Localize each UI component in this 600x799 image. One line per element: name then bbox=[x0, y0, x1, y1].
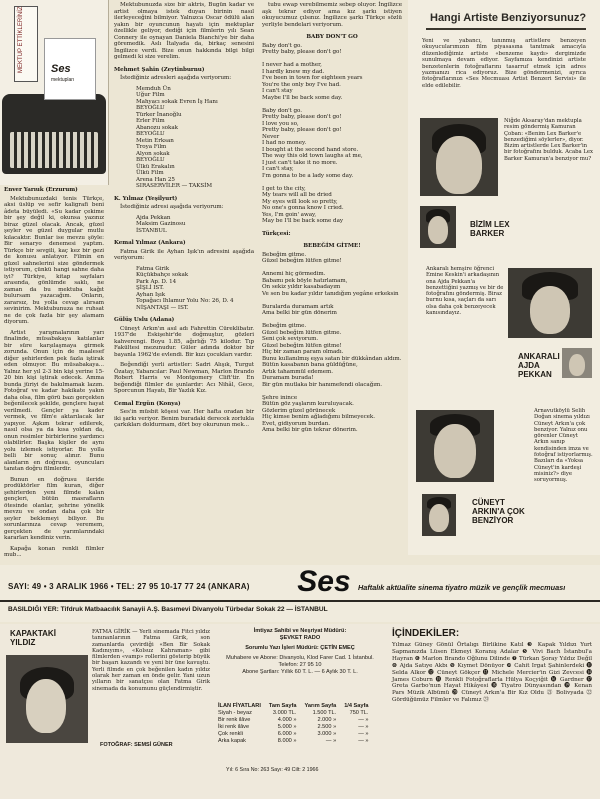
subscription-line: Abone Şartları: Yıllık 60 T. L. — 6 Aylık 30 T. L. bbox=[242, 669, 358, 675]
price-row bbox=[214, 709, 372, 716]
address-line: İSTANBUL bbox=[136, 227, 167, 234]
price-cell: — » bbox=[358, 730, 369, 737]
address-line: Troya Film bbox=[136, 144, 167, 150]
lyric-line: I can't stay, bbox=[262, 166, 294, 172]
address-line: Metin Erksan bbox=[136, 137, 174, 144]
price-cell: 5.000 » bbox=[277, 723, 297, 730]
lyric-line: On sekiz yıldır kasabadayım bbox=[262, 284, 341, 290]
letter-header: Mehmet Şahin (Zeytinburnu) bbox=[114, 66, 205, 73]
price-cell: 8.000 » bbox=[277, 737, 297, 744]
masthead-rule bbox=[0, 600, 600, 602]
letter-text: İstediğiniz adresleri aşağıda veriyorum: bbox=[120, 75, 232, 81]
paper-subtitle: mektupları bbox=[51, 77, 75, 83]
cover-star-photo bbox=[6, 655, 88, 743]
address-line: ŞİŞLİ IST. bbox=[136, 285, 164, 291]
cover-star-text: FATMA GİRİK — Yerli sinemada Fitci yıldız tanınanlarının Fatma Girik, son zamanlarda çevirdiği «Ben Bir Sokak Kadınıyım», «Kolsuz Kahraman» gibi filmlerden «vamp» rollerini gösterip büyük bir başarı kazandı ve yeni bir üne kavuştu. Yerli filmde en çok beğenilen kadın yıldız olarak her zaman en önde gelir. Yani uzun yılların bir sanatçısı olan Fatma Girik sinemada da konumunu güçlendirmiştir. bbox=[92, 629, 210, 692]
lyric-line: Bebeğim gitme. bbox=[262, 251, 307, 258]
lyric-line: Gözlerim güzel görünecek bbox=[262, 407, 336, 414]
lyric-line: Yes, I'm goin' away, bbox=[262, 211, 317, 218]
lyric-line: Artık tahammül edemem. bbox=[262, 368, 334, 375]
lyric-line: Seni çok seviyorum. bbox=[262, 336, 319, 342]
price-cell: Çok renkli bbox=[218, 730, 243, 737]
star-photo-2 bbox=[562, 348, 592, 378]
address-list-3 bbox=[114, 266, 254, 312]
address-line: Maksim Gazinosu bbox=[136, 221, 186, 227]
price-cell: — » bbox=[358, 737, 369, 744]
reader-photo-2 bbox=[508, 268, 592, 338]
address-line: Ülkü Erakalın bbox=[136, 163, 175, 170]
owner-label: İmtiyaz Sahibi ve Neşriyat Müdürü: bbox=[253, 628, 347, 634]
address-list-1 bbox=[114, 86, 254, 190]
lyric-line: Güzel bebeğim lütfen gitme! bbox=[262, 258, 342, 264]
price-row bbox=[214, 730, 372, 737]
lyric-line: Bir gün mutlaka bir hanımefendi olacağım. bbox=[262, 381, 382, 388]
price-cell: 6.000 » bbox=[277, 730, 297, 737]
price-cell: Siyah - beyaz bbox=[218, 709, 252, 716]
address-line: Ajda Pekkan bbox=[136, 214, 171, 221]
address-line: Topağacı Ihlamur Yolu No: 26, D. 4 bbox=[136, 298, 234, 304]
title-rule bbox=[426, 28, 586, 30]
price-cell: 2.500 » bbox=[317, 723, 337, 730]
price-header-cell: Yarım Sayfa bbox=[304, 702, 337, 709]
letter-header: Enver Yarıuk (Erzurum) bbox=[4, 187, 78, 193]
typewriter-paper bbox=[44, 38, 96, 100]
lyric-line: Annemi hiç görmedim. bbox=[262, 271, 326, 277]
ad-price-table bbox=[214, 702, 372, 744]
lyric-line: I bought at the second hand store. bbox=[262, 146, 359, 153]
lyric-line: I just can't take it no more. bbox=[262, 159, 338, 166]
lyric-line: Baby don't go. bbox=[262, 107, 303, 114]
plate-text: MEKTUP ETTİKLERİNİZ bbox=[18, 6, 24, 73]
lyric-line: Pretty baby, please don't go! bbox=[262, 114, 342, 120]
lyric-line: I can't stay bbox=[262, 88, 293, 94]
reader-photo-3 bbox=[416, 410, 494, 482]
typewriter-keys bbox=[10, 132, 98, 168]
lyric-line: The way this old town laughs at me, bbox=[262, 153, 363, 159]
column-3 bbox=[262, 2, 402, 434]
ses-logo: Ses bbox=[297, 565, 351, 598]
lookalike-name-2: ANKARALI AJDA PEKKAN bbox=[518, 352, 560, 379]
price-cell: İki renk ilâve bbox=[218, 723, 250, 730]
letter-text: Fatma Girik ile Ayhan Işık'ın adresini aşağıda veriyorum: bbox=[114, 248, 254, 261]
reader-text-1: Niğde Aksaray'dan mektupla resim göndermiş Kamuran Çoban: «Benim Lex Barker'e benzediğimi söylerler», diyor. Bizim artistlerde Lex Barker'in bir fotoğrafını bulduk. Acaba Lex Barker Kamuran'a benziyor mu? bbox=[504, 118, 593, 162]
song-lyrics bbox=[262, 43, 402, 225]
lyric-line: I've been in town for eighteen years bbox=[262, 75, 363, 81]
address-line: Uğur Film bbox=[136, 92, 165, 98]
lyric-line: Maybe I'll be back some day. bbox=[262, 94, 343, 101]
typewriter-illustration bbox=[0, 0, 109, 185]
lookalike-name-1: BİZİM LEX BARKER bbox=[470, 220, 510, 238]
photo-credit: FOTOĞRAF: SEMSİ GÜNER bbox=[100, 742, 173, 748]
lyric-line: Buralarda duramam artık bbox=[262, 303, 334, 310]
price-cell: Arka kapak bbox=[218, 737, 246, 744]
lyric-line: Güzel bebeğim lütfen gitme. bbox=[262, 329, 342, 336]
letter-header: Cemal Ergün (Konya) bbox=[114, 400, 181, 407]
price-cell: 750 TL. bbox=[349, 709, 369, 716]
address-line: Alyon sokak bbox=[136, 150, 170, 157]
reader-text-3: Arnavutköylü Selih Doğan sinema yıldızı Cüneyt Arkın'a çok benziyor. Yalnız onu görenler Cüneyt Arkın sanıp kendisinden imza ve fotoğraf istiyorlarmış. Bazıları da «Yoksa Cüneyt'in kardeşi misiniz?» diye soruyormuş. bbox=[534, 408, 593, 484]
address-line: Memduh Ün bbox=[136, 85, 171, 92]
lyric-line: Şehre inince bbox=[262, 394, 298, 401]
lyric-line: Babamı pek böyle hatırlamam, bbox=[262, 277, 348, 284]
address-line: Küçükbahçe sokak bbox=[136, 272, 189, 278]
toc-title: İÇİNDEKİLER: bbox=[392, 628, 460, 639]
price-cell: — » bbox=[358, 716, 369, 723]
letter-text: Cüneyt Arkın'ın asıl adı Fahrettin Cüreklibatır. 1937'de Eskişehir'de doğmuştur, gözleri kahverengi. Boyu 1.85, ağırlığı 75 kilodur. Tıp Fakültesi mezunudur. Güler adında doktor bir bayanla 1962'de evlendi. Bir kızı çocukları vardır. bbox=[114, 325, 254, 358]
address-line: Erler Film bbox=[136, 118, 165, 124]
lyric-line: Bebeğim gitme. bbox=[262, 323, 307, 329]
price-header-cell: 1/4 Sayfa bbox=[344, 702, 369, 709]
lyric-line: Bunu kullanılmış eşya satan bir dükkândan aldım. bbox=[262, 355, 402, 362]
reader-text-2: Ankaralı hemşire öğrenci Emine Keskin'i arkadaşının ona Ajda Pekkan'a benzettiğini yazmış ve bir de fotoğrafını göndermiş. Biraz burnu kısa, saçları da sarı olsa daha çok benzeyecek kanısındayız. bbox=[426, 266, 504, 317]
issue-info: SAYI: 49 • 3 ARALIK 1966 • TEL: 27 95 10-17 77 24 (ANKARA) bbox=[8, 582, 250, 591]
address-line: Ülkü Film bbox=[136, 170, 164, 176]
letter-body: Mektubunuzdaki tenis Türkçe, aksi üslüp ve sefir kaligrafi beni âdeta büyüledi. «Su kadar çekime bir şey değil ki, okunsa yazınız biraz güzel olacak. Ancak, güzel şeyler ve güzel duygular mutlu kılacaktır. Bunlar ise mevzu şöyle: Bir senaryo denemesi yaptım. Türkçe bir sevgili, kaç kez bir gezi de konusu anlatıyor. Filmin en güzel sahnelerini size göndermek istiyorum, çünkü hangi sahne daha iyi? Türkiye, kitap sayfaları arasında, gönlümde saklı, ne zaman da bu mektuba kağıt bulursam yazacağım. Onların, zararsız, bu yolla cevap alırsam sevinirim. Mektubunuza ne ruhsat ne de çok fazla bir şey alamam diyorum. bbox=[4, 195, 104, 325]
address-line: NİŞANTAŞI — IST. bbox=[136, 304, 189, 311]
mail-plate bbox=[14, 6, 38, 82]
address-line: BEYOĞLU bbox=[136, 157, 165, 163]
magazine-tagline: Haftalık aktüalite sinema tiyatro müzik ve gençlik mecmuası bbox=[358, 583, 566, 592]
price-cell: — » bbox=[325, 737, 337, 744]
lyric-line: Güzel bebeğim lütfen gitme! bbox=[262, 342, 342, 349]
volume-line: Yıl: 6 Sıra No: 263 Sayı: 49 Cilt: 2 1966 bbox=[226, 767, 319, 773]
price-row bbox=[214, 737, 372, 744]
price-header-cell: Tam Sayfa bbox=[268, 702, 297, 709]
table-of-contents bbox=[392, 628, 592, 704]
lyric-line: Evet, gidiyorum burdan. bbox=[262, 420, 330, 427]
price-cell: 3.000 » bbox=[317, 730, 337, 737]
translation-lyrics bbox=[262, 252, 402, 434]
feature-title: Hangi Artiste Benziyorsunuz? bbox=[430, 12, 587, 24]
lyric-line: Pretty baby, please don't go! bbox=[262, 49, 342, 55]
address-line: Türker İnanoğlu bbox=[136, 111, 182, 118]
toc-body: Yılmaz Güney Gönül Örtalıgı Birlikine Katıl ❸ Kapak Yıldızı Yurt Sapmanızda Lüsen Ekmeyi Koranış Adalar ❺ Vivi Bach İstanbul'a Hayran ❻ Marlon Brando Oğlunu Dilinde ❼ Türkan Şoray Yıldız Değil ❽ Ajda Satıye Akbı ❾ Kıymet Dönüyor ❿ Cahit Irgat Şahinlerdeki ⓫ Selda Alkor ⓬ Cüneyt Gökçer ⓭ Michele Mercier'in Gizi Zevcesi ⓮ James Coburn ⓯ Renkli Fotoğraflarla Hülya Koçyiğit ⓰ Gardner ⓱ Greta Garbo'nun Hayat Hikâyesi ⓲ Tiyatro Dünyasından ⓳ Kenan Pars Müzik Albümü ⓴ Cüneyt Arkın'a Bir Kız Oldu ㉑ Bolivyada ㉒ Gördüğümüz Filmler ve Falımız ㉓ bbox=[392, 642, 592, 704]
letter-text: Ses'in müsbit köşesi var. Her hafta oradan bir iki şarkı veriyor. Benim buradaki derecek zorlukla çarkıkları doldurmam, dört boy okurunun mek... bbox=[114, 409, 254, 428]
translation-title: BEBEĞİM GİTME! bbox=[303, 243, 361, 249]
address-list-2 bbox=[114, 215, 254, 235]
col2-intro: Mektubunuzda size bir aktris, Bugün kadar ve artist olmaya istek duyan birinin nasıl ilerleyeceğini bilmiyor. Yalnızca Oscar ödülü alan yakın bir oyuncunun hayatı için mektuplar özellikle geliyor, dediği için filmlerin yılı Sean Connery ile oynayan Daniela Bianchi'ye bir daha göremedik. Aslı İtalyada da, birkaç senesini İngilizce verdi. Bize onun hakkında bilgi bilgi gelmedi ki size verelim. bbox=[114, 2, 254, 60]
letter-text: Beğendiği yerli artistler: Sadri Alışık, Turgut Özatay, Yabancılar: Paul Newman, Marlon Brando Robert Harris ve Montgomery Clift'tir. En beğendiği filmler de şunlardır: Acı Nihâl, Gece, Sporcunun Hayatı, Bir Yazlık Kız. bbox=[114, 362, 254, 394]
lyric-line: My tears will all be dried bbox=[262, 192, 332, 198]
address-line: Park Ap. D. 14 bbox=[136, 278, 177, 285]
lyric-line: Baby don't go. bbox=[262, 42, 303, 49]
address-line: SIRASERVİLER — TAKSİM bbox=[136, 183, 212, 189]
lyric-line: Ve sen bu kadar yıldır tanıdığım yegâne erkeksin bbox=[262, 290, 399, 297]
lyric-line: I never had a mother, bbox=[262, 62, 322, 68]
address-line: Mahyacı sokak Evren İş Hanı bbox=[136, 98, 218, 105]
lyric-line: I'm gonna to be a lady some day. bbox=[262, 172, 354, 179]
letter-header: Kemal Yılmaz (Ankara) bbox=[114, 240, 186, 246]
address-line: Muhabere ve Abone: Divanyolu, Klod Farer Cad. 1 İstanbul. Telefon: 27 95 10 bbox=[226, 655, 374, 668]
lyric-line: I love you so, bbox=[262, 120, 299, 127]
price-cell: 3.000 TL. bbox=[272, 709, 297, 716]
lookalike-name-3: CÜNEYT ARKIN'A ÇOK BENZİYOR bbox=[472, 498, 525, 525]
imprint bbox=[220, 628, 380, 676]
letter-body-2: Artist yarışmalarının yarı finalinde, müsabakaya katılanlar bir süre karşılaşmaya girmek zorunda. Onun için de maalesef diğer şehirlerden pek fazla iştirak eden olmuyor. Bu müsabakaya... Yalnız her yıl 2-3 bin kişi yerine 15-20 bin kişi iştirak edecek. Amma bunda jüriyi de bakılmamak lazım. Fotoğraf ve kadar hakikate yakın daha olsa, film görü bazı gerçekten beğenilecek şekilde, gençlere hayat verilmedi. Gençler ya kader vermek, ve film'e aktarılacak lar yapıyor. Aşkım tekrar edilerek, nasıl olsa ya da kısa yoldan da, onun resimler birbirlerine yardımcı olabilirler. Başka kişiler de aynı yolu izlemek istiyorlar. Bu yolla belli bir sonuç alınır. Bunu alanların en doğrusu, oyuncuları tanıtan doğru filmlerdir. bbox=[4, 329, 104, 472]
lyric-line: I hardly knew my dad. bbox=[262, 68, 325, 75]
address-line: Fatma Girik bbox=[136, 265, 170, 272]
cover-star-title: KAPAKTAKİ YILDIZ bbox=[10, 629, 56, 647]
lyric-line: Ama belki bir gün tekrar dönerim. bbox=[262, 427, 358, 433]
editor-line: Sorumlu Yazı İşleri Müdürü: ÇETİN EMEÇ bbox=[245, 645, 355, 651]
letter-header: Gülüş Uslu (Adana) bbox=[114, 317, 175, 323]
star-photo-1 bbox=[420, 206, 456, 248]
price-cell: — » bbox=[358, 723, 369, 730]
letter-body-4: Kapağa konan renkli filmler mub... bbox=[4, 545, 104, 558]
address-line: Abanozu sokak bbox=[136, 124, 178, 131]
lyric-line: You're the only boy I've had. bbox=[262, 81, 341, 88]
owner-name: ŞEVKET RADO bbox=[279, 635, 321, 641]
price-cell: 1.500 TL. bbox=[312, 709, 337, 716]
address-line: Ayhan Işık bbox=[136, 291, 166, 298]
printer-line: BASILDIĞI YER: Tifdruk Matbaacılık Sanayii A.Ş. Basımevi Divanyolu Türbedar Sokak 22 — İSTANBUL bbox=[8, 606, 328, 613]
lyric-line: My eyes will look so pretty, bbox=[262, 198, 338, 205]
address-line: BEYOĞLU bbox=[136, 105, 165, 111]
address-line: Arena Han 25 bbox=[136, 176, 175, 183]
lyric-line: I get to the city, bbox=[262, 185, 306, 192]
lyric-line: Hiç kimse benim ağladığımı bilmeyecek. bbox=[262, 414, 375, 420]
star-photo-3 bbox=[422, 494, 456, 536]
song-intro: tubu ewap verebilmemiz sebep oluyor. İngilizce aşk tekrar ediyor ama kız şarkı istiyen okuyucumuz çılsınız. İngilizce şarkı Türkçe sözlü yerliyle bendelari veriyorum. bbox=[262, 2, 402, 28]
price-cell: 4.000 » bbox=[277, 716, 297, 723]
price-row bbox=[214, 716, 372, 723]
letter-text: İstediğiniz adresi aşağıda veriyorum: bbox=[120, 204, 224, 210]
translation-label: Türkçesi: bbox=[262, 230, 291, 237]
lyric-line: Ama belki bir gün dönerim bbox=[262, 310, 337, 316]
song-title: BABY DON'T GO bbox=[306, 34, 358, 40]
lyric-line: Bütün göz yaşlarım kuruluyacak. bbox=[262, 401, 354, 407]
letter-body-3: Bunun en doğrusu ileride prodüktörler film kuran, diğer şehirlerden yeni filmde kalan gençleri, bütün masrafların ötesinde olanlar, şehrine yönelik mevzu ve ondan daha çok bir şeyler beklemeyi biliyor. Bu sorunlarınıza cevap veremem, gerçekten de yarımlarındaki kararları kendiniz verin. bbox=[4, 476, 104, 541]
paper-logo: Ses bbox=[51, 63, 71, 75]
letter-header: K. Yılmaz (Yeşilyurt) bbox=[114, 195, 178, 202]
reader-photo-1 bbox=[420, 118, 498, 196]
price-row bbox=[214, 723, 372, 730]
address-line: BEYOĞLU bbox=[136, 131, 165, 137]
lyric-line: Duramam burada! bbox=[262, 375, 314, 381]
price-cell: Bir renk ilâve bbox=[218, 716, 251, 723]
lyric-line: Pretty baby, please don't go! bbox=[262, 127, 342, 133]
price-header-cell: İLAN FİYATLARI bbox=[218, 702, 261, 709]
lyric-line: Bütün kasabanın bana güldüğüne, bbox=[262, 362, 358, 368]
lyric-line: No one's gonna know I cried. bbox=[262, 205, 344, 211]
lyric-line: I had no money. bbox=[262, 140, 307, 146]
column-1 bbox=[4, 187, 104, 563]
lyric-line: May be I'll be back some day bbox=[262, 218, 343, 224]
price-cell: 2.000 » bbox=[317, 716, 337, 723]
lookalike-feature bbox=[408, 0, 600, 555]
column-2 bbox=[114, 2, 254, 433]
lyric-line: Never bbox=[262, 133, 280, 140]
feature-intro: Yeni ve yabancı, tanınmış artistlere benzeyen okuyucularımızın film piyasasına tanıtmak amacıyla düzenlediğimiz artiste «benzeme kaydı» dergimizde sunulmaya devam ediyor. Sayfamıza kendinizi artiste benzetenlerin fotoğraflarını tasarruf etmek için adres yazmanızı rica ediyoruz. Bize göndermenizi, ayrıca fotoğraflarınızı «Ses Mecmuası Artist Benzeri Servisi» ile elde edilebilir. bbox=[422, 38, 586, 89]
lyric-line: Hiç bir zaman param olmadı. bbox=[262, 349, 344, 355]
